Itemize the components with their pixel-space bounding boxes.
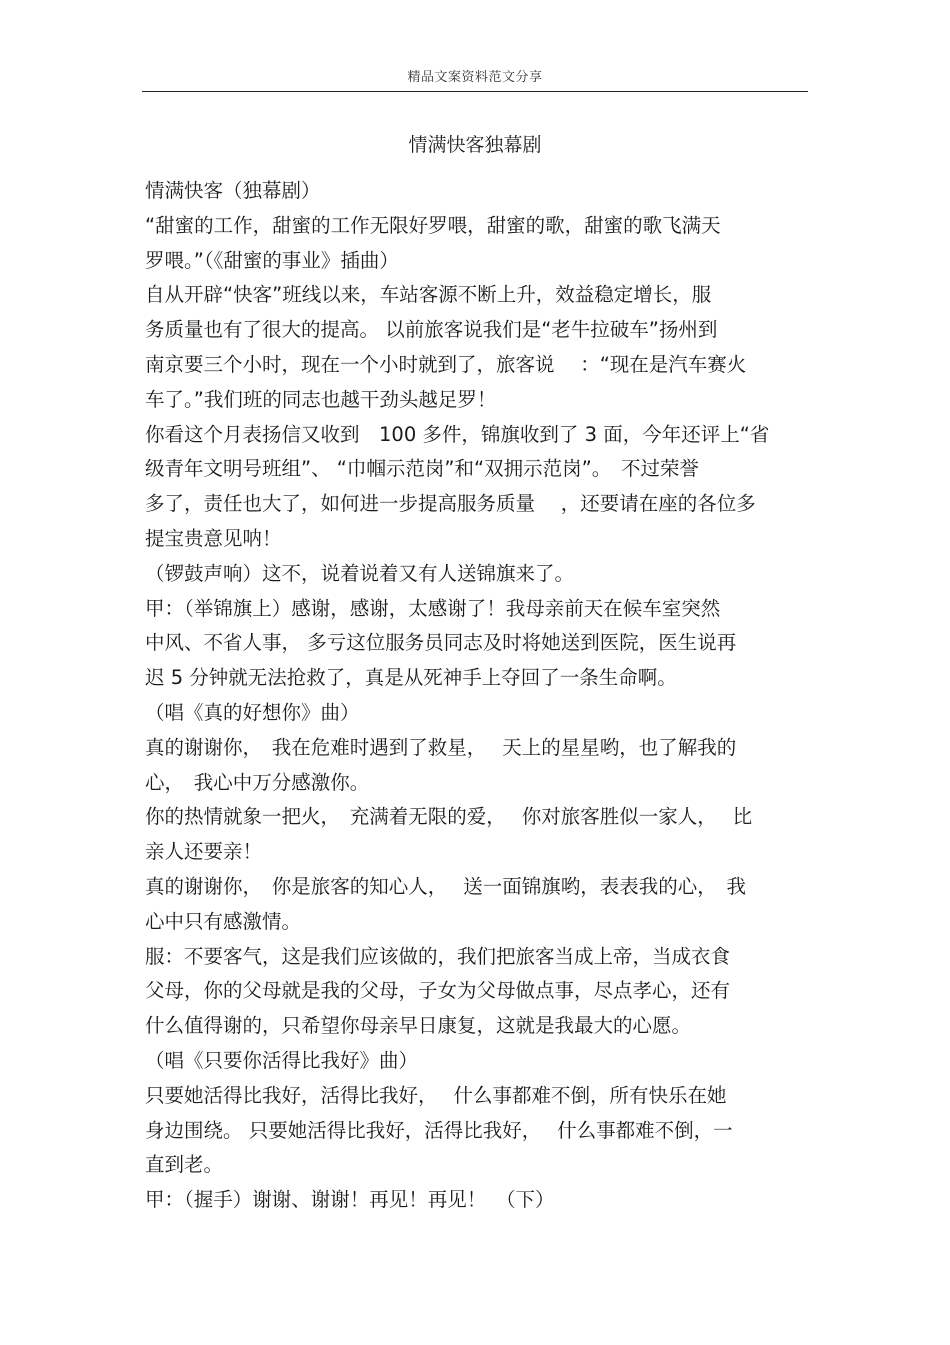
text-line: （锣鼓声响）这不，说着说着又有人送锦旗来了。 (145, 561, 575, 585)
text-line: 南京要三个小时，现在一个小时就到了，旅客说 ：“现在是汽车赛火 (145, 352, 747, 376)
text-line: 级青年文明号班组”、 “巾帼示范岗”和“双拥示范岗”。 不过荣誉 (145, 457, 699, 481)
text-line: 提宝贵意见呐！ (145, 526, 282, 550)
text-line: 服：不要客气，这是我们应该做的，我们把旅客当成上帝，当成衣食 (145, 944, 731, 968)
text-line: 心中只有感激情。 (145, 909, 302, 933)
text-line: 中风、不省人事， 多亏这位服务员同志及时将她送到医院，医生说再 (145, 631, 737, 655)
text-line: 真的谢谢你， 我在危难时遇到了救星， 天上的星星哟，也了解我的 (145, 735, 737, 759)
text-line: 你的热情就象一把火， 充满着无限的爱， 你对旅客胜似一家人， 比 (145, 805, 753, 829)
text-line: 罗喂。”（《甜蜜的事业》插曲） (145, 248, 399, 272)
text-line: 父母，你的父母就是我的父母，子女为父母做点事，尽点孝心，还有 (145, 979, 731, 1003)
text-line: 直到老。 (145, 1153, 224, 1177)
text-line: 真的谢谢你， 你是旅客的知心人， 送一面锦旗哟，表表我的心， 我 (145, 874, 746, 898)
text-line: 什么值得谢的，只希望你母亲早日康复，这就是我最大的心愿。 (145, 1014, 692, 1038)
document-title: 情满快客独幕剧 (408, 134, 542, 156)
text-line: 车了。”我们班的同志也越干劲头越足罗！ (145, 387, 497, 411)
text-line: 甲：（握手）谢谢、谢谢！再见！再见！ （下） (145, 1188, 555, 1212)
text-line: 务质量也有了很大的提高。 以前旅客说我们是“老牛拉破车”扬州到 (145, 318, 718, 342)
header-divider (142, 91, 808, 92)
text-line: 你看这个月表扬信又收到 100 多件，锦旗收到了 3 面，今年还评上“省 (145, 422, 770, 446)
text-line: 身边围绕。 只要她活得比我好，活得比我好， 什么事都难不倒，一 (145, 1118, 733, 1142)
text-line: “甜蜜的工作，甜蜜的工作无限好罗喂，甜蜜的歌，甜蜜的歌飞满天 (145, 213, 721, 237)
text-line: 自从开辟“快客”班线以来，车站客源不断上升，效益稳定增长，服 (145, 283, 712, 307)
text-line: 多了，责任也大了，如何进一步提高服务质量 ，还要请在座的各位多 (145, 492, 756, 516)
text-line: 情满快客（独幕剧） (145, 179, 321, 202)
text-line: 迟 5 分钟就无法抢救了，真是从死神手上夺回了一条生命啊。 (145, 666, 677, 690)
text-line: 心， 我心中万分感激你。 (145, 770, 370, 794)
text-line: 只要她活得比我好，活得比我好， 什么事都难不倒，所有快乐在她 (145, 1083, 727, 1107)
text-line: 甲：（举锦旗上）感谢，感谢，太感谢了！我母亲前天在候车室突然 (145, 596, 721, 620)
text-line: 亲人还要亲！ (145, 840, 263, 864)
text-line: （唱《只要你活得比我好》曲） (145, 1048, 419, 1072)
page-header: 精品文案资料范文分享 (407, 70, 543, 85)
document-body (145, 174, 809, 1218)
text-line: （唱《真的好想你》曲） (145, 700, 360, 724)
